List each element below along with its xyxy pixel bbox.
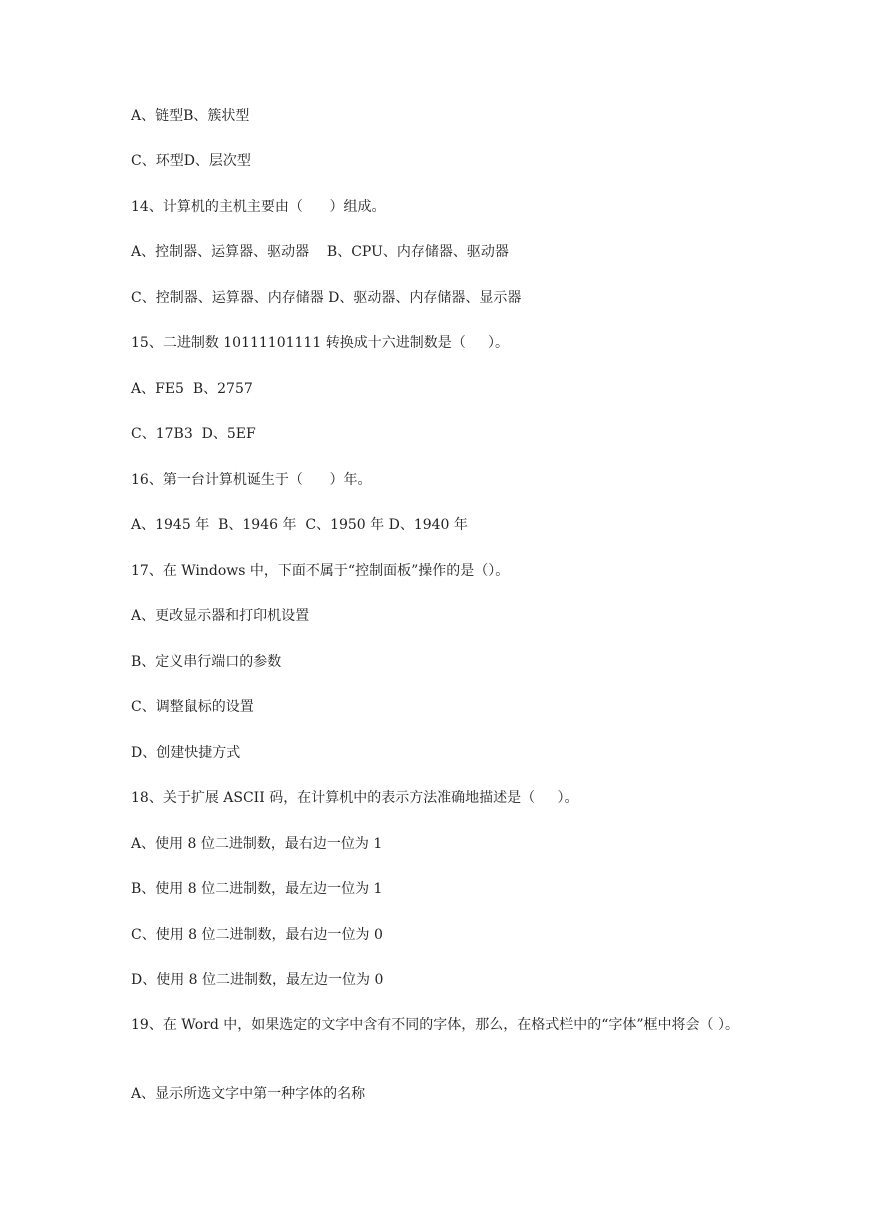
q17-option-b: B、定义串行端口的参数 bbox=[131, 654, 282, 670]
q17-option-d: D、创建快捷方式 bbox=[131, 745, 241, 761]
q13-options-ab: A、链型B、簇状型 bbox=[131, 108, 250, 124]
q14-options-cd: C、控制器、运算器、内存储器 D、驱动器、内存储器、显示器 bbox=[131, 290, 522, 306]
q14-options-ab: A、控制器、运算器、驱动器 B、CPU、内存储器、驱动器 bbox=[131, 244, 509, 260]
question-15: 15、二进制数 10111101111 转换成十六进制数是（ ）。 bbox=[131, 335, 509, 351]
q19-option-a: A、显示所选文字中第一种字体的名称 bbox=[131, 1086, 366, 1102]
question-17: 17、在 Windows 中，下面不属于“控制面板”操作的是（）。 bbox=[131, 563, 510, 579]
q18-option-c: C、使用 8 位二进制数，最右边一位为 0 bbox=[131, 927, 383, 943]
question-18: 18、关于扩展 ASCII 码，在计算机中的表示方法准确地描述是（ ）。 bbox=[131, 790, 579, 806]
q16-options: A、1945 年 B、1946 年 C、1950 年 D、1940 年 bbox=[131, 517, 468, 533]
q17-option-a: A、更改显示器和打印机设置 bbox=[131, 608, 310, 624]
q15-options-cd: C、17B3 D、5EF bbox=[131, 426, 256, 442]
q18-option-a: A、使用 8 位二进制数，最右边一位为 1 bbox=[131, 836, 383, 852]
q17-option-c: C、调整鼠标的设置 bbox=[131, 699, 254, 715]
question-14: 14、计算机的主机主要由（ ）组成。 bbox=[131, 199, 386, 215]
question-16: 16、第一台计算机诞生于（ ）年。 bbox=[131, 472, 372, 488]
q18-option-b: B、使用 8 位二进制数，最左边一位为 1 bbox=[131, 881, 383, 897]
q18-option-d: D、使用 8 位二进制数，最左边一位为 0 bbox=[131, 972, 384, 988]
q15-options-ab: A、FE5 B、2757 bbox=[131, 381, 253, 397]
q13-options-cd: C、环型D、层次型 bbox=[131, 153, 251, 169]
question-19: 19、在 Word 中，如果选定的文字中含有不同的字体，那么，在格式栏中的“字体”框中将会（ ）。 bbox=[131, 1017, 739, 1033]
